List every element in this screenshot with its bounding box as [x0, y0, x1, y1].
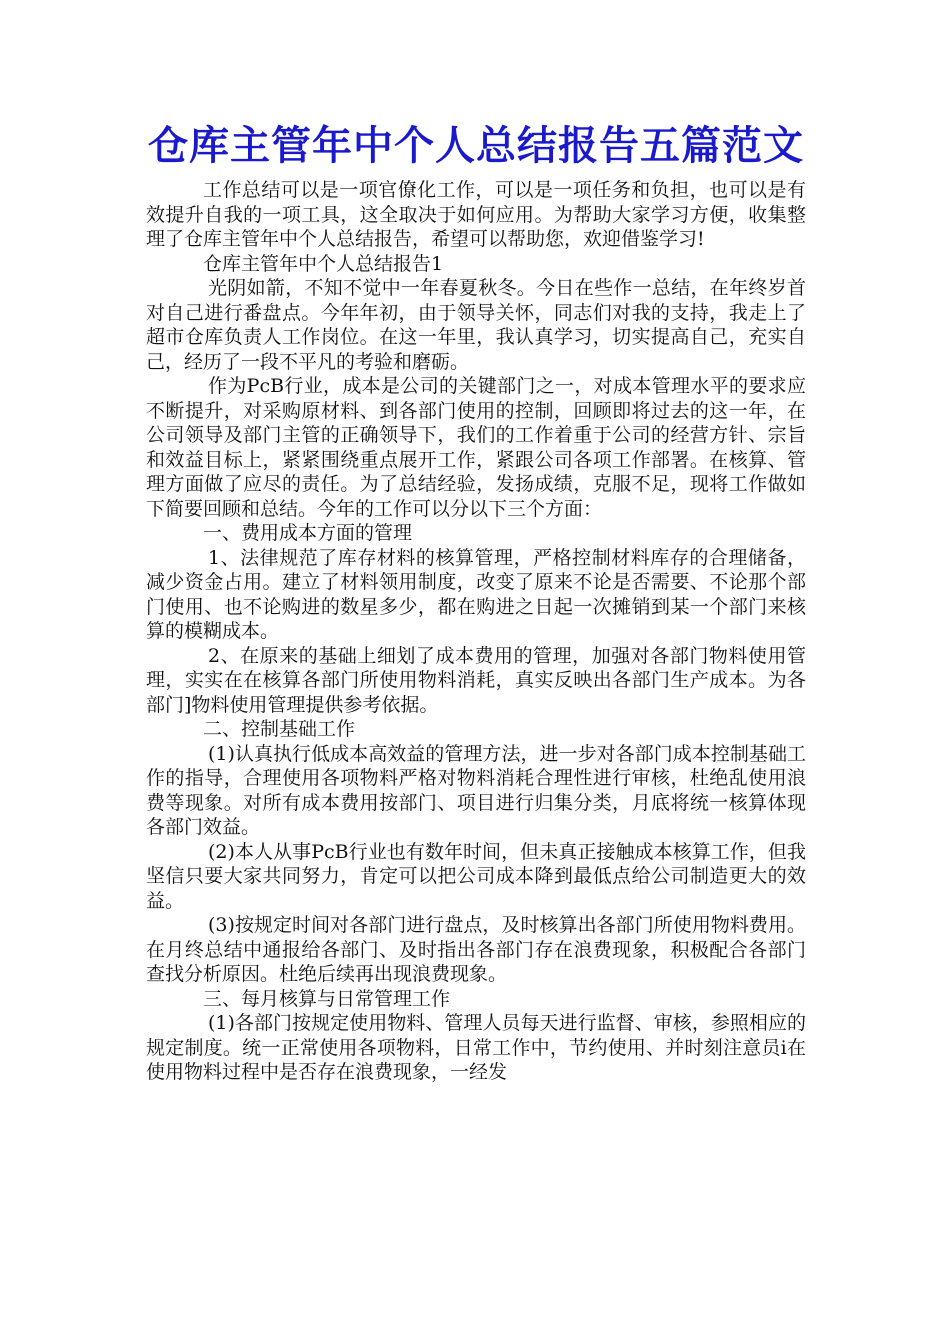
- paragraph: 2、在原来的基础上细划了成本费用的管理，加强对各部门物料使用管理，实实在在核算各部门所使用物料消耗，真实反映出各部门生产成本。为各部门]物料使用管理提供参考依据。: [146, 644, 806, 716]
- paragraph: 工作总结可以是一项官僚化工作，可以是一项任务和负担，也可以是有效提升自我的一项工具，这全取决于如何应用。为帮助大家学习方便，收集整理了仓库主管年中个人总结报告，希望可以帮助您，欢迎借鉴学习!: [146, 179, 806, 250]
- paragraph: 仓库主管年中个人总结报告1: [203, 252, 444, 275]
- document-page: [146, 120, 806, 1085]
- document-body: [146, 178, 806, 1085]
- document-title: 仓库主管年中个人总结报告五篇范文: [148, 123, 804, 169]
- paragraph: 三、每月核算与日常管理工作: [203, 987, 451, 1010]
- paragraph: 光阴如箭，不知不觉中一年春夏秋冬。今日在些作一总结，在年终岁首对自己进行番盘点。今年年初，由于领导关怀，同志们对我的支持，我走上了超市仓库负责人工作岗位。在这一年里，我认真学习，切实提高自己，充实自己，经历了一段不平凡的考验和磨砺。: [146, 277, 806, 373]
- paragraph: (3)按规定时间对各部门进行盘点，及时核算出各部门所使用物料费用。在月终总结中通报给各部门、及时指出各部门存在浪费现象，积极配合各部门查找分析原因。杜绝后续再出现浪费现象。: [146, 914, 806, 985]
- paragraph: 1、法律规范了库存材料的核算管理，严格控制材料库存的合理储备，减少资金占用。建立了材料领用制度，改变了原来不论是否需要、不论那个部门使用、也不论购进的数星多少，都在购进之日起一次摊销到某一个部门来核算的模糊成本。: [146, 546, 806, 642]
- paragraph: 作为PcB行业，成本是公司的关键部门之一，对成本管理水平的要求应不断提升，对采购原材料、到各部门使用的控制，回顾即将过去的这一年，在公司领导及部门主管的正确领导下，我们的工作着重于公司的经营方针、宗旨和效益目标上，紧紧围绕重点展开工作，紧跟公司各项工作部署。在核算、管理方面做了应尽的责任。为了总结经验，发扬成绩，克服不足，现将工作做如下简要回顾和总结。今年的工作可以分以下三个方面：: [146, 375, 806, 520]
- paragraph: (1)认真执行低成本高效益的管理方法，进一步对各部门成本控制基础工作的指导，合理使用各项物料严格对物料消耗合理性进行审核，杜绝乱使用浪费等现象。对所有成本费用按部门、项目进行归集分类，月底将统一核算体现各部门效益。: [146, 742, 806, 838]
- paragraph: 一、费用成本方面的管理: [203, 522, 413, 544]
- paragraph: (1)各部门按规定使用物料、管理人员每天进行监督、审核，参照相应的规定制度。统一正常使用各项物料，日常工作中，节约使用、并时刻注意员i在使用物料过程中是否存在浪费现象，一经发: [146, 1012, 806, 1083]
- paragraph: 二、控制基础工作: [203, 718, 356, 740]
- paragraph: (2)本人从事PcB行业也有数年时间，但未真正接触成本核算工作，但我坚信只要大家共同努力，肯定可以把公司成本降到最低点给公司制造更大的效益。: [146, 840, 806, 912]
